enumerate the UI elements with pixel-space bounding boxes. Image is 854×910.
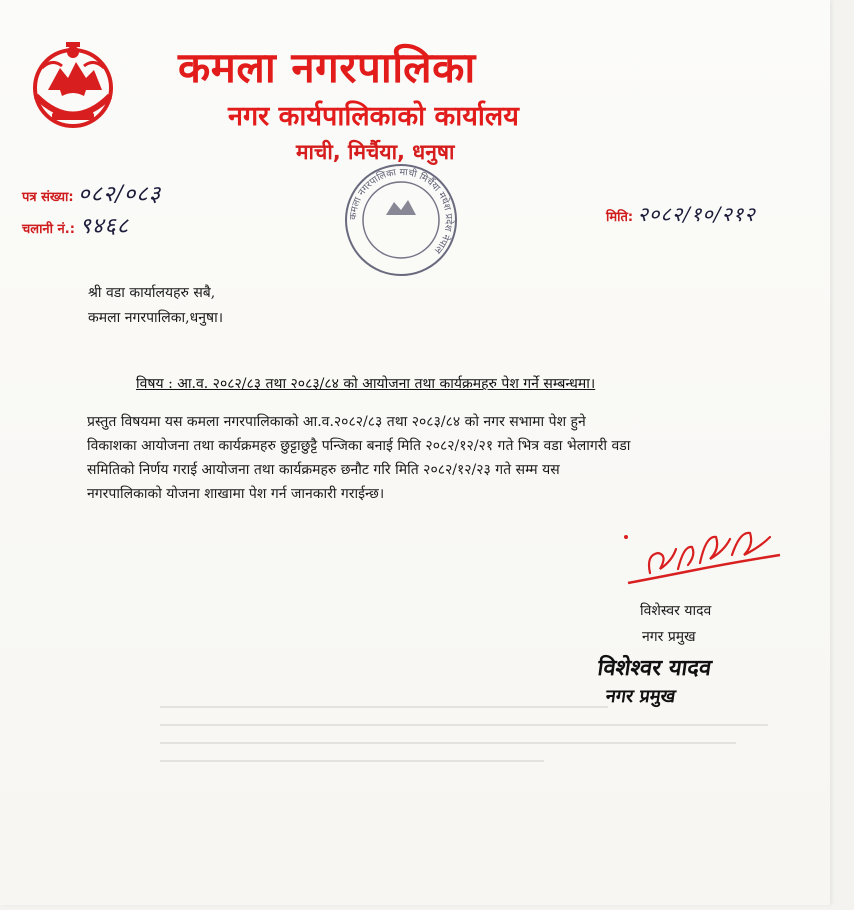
dispatch-number-value: ९४६८ <box>79 214 130 239</box>
body-line <box>87 410 802 434</box>
letter-date <box>606 200 756 227</box>
letter-body <box>87 410 802 506</box>
org-name: कमला नगरपालिका <box>178 43 476 92</box>
dispatch-number <box>22 210 129 240</box>
signatory-stamp-title: नगर प्रमुख <box>604 686 677 707</box>
body-line <box>87 482 802 506</box>
signatory-title: नगर प्रमुख <box>642 629 696 645</box>
handwritten-signature-icon <box>620 525 790 595</box>
office-address: माची, मिर्चैया, धनुषा <box>296 140 455 164</box>
body-line-text: प्रस्तुत विषयमा यस कमला नगरपालिकाको आ.व.२०८२/८३ तथा २०८३/८४ को नगर सभामा पेश हुने <box>87 414 586 430</box>
reverse-side-bleed <box>160 690 800 800</box>
letter-number-value: ०८२/०८३ <box>78 182 162 207</box>
letter-date-label: मिति: <box>606 210 634 225</box>
office-seal-icon <box>336 160 466 280</box>
recipient-line-1: श्री वडा कार्यालयहरु सबै, <box>88 285 216 301</box>
signatory-stamp-name: विशेश्वर यादव <box>596 656 714 681</box>
body-line <box>87 458 802 482</box>
letter-number <box>22 178 161 208</box>
body-line-text: विकाशका आयोजना तथा कार्यक्रमहरु छुट्टाछुट्टै पन्जिका बनाई मिति २०८२/१२/२१ गते भित्र वडा भेलागरी वडा <box>87 438 631 454</box>
office-name: नगर कार्यपालिकाको कार्यालय <box>228 101 519 132</box>
body-line-text: समितिको निर्णय गराई आयोजना तथा कार्यक्रमहरु छनौट गरि मिति २०८२/१२/२३ गते सम्म यस <box>87 462 560 478</box>
body-line-text: नगरपालिकाको योजना शाखामा पेश गर्न जानकारी गराईन्छ। <box>87 486 385 502</box>
seal-text: कमला नगरपालिका माची मिर्चैया मधेश प्रदेश नेपाल <box>347 166 455 256</box>
signatory-name: विशेस्वर यादव <box>640 603 712 619</box>
recipient-line-2: कमला नगरपालिका,धनुषा। <box>88 310 223 326</box>
nepal-emblem-icon <box>22 38 124 133</box>
letter-date-value: २०८२/१०/२१२ <box>637 202 756 226</box>
dispatch-number-label: चलानी नं.: <box>22 222 75 237</box>
body-line <box>87 434 802 458</box>
letter-subject: विषय : आ.व. २०८२/८३ तथा २०८३/८४ को आयोजना तथा कार्यक्रमहरु पेश गर्ने सम्बन्धमा। <box>136 376 596 392</box>
letter-number-label: पत्र संख्या: <box>22 190 74 205</box>
